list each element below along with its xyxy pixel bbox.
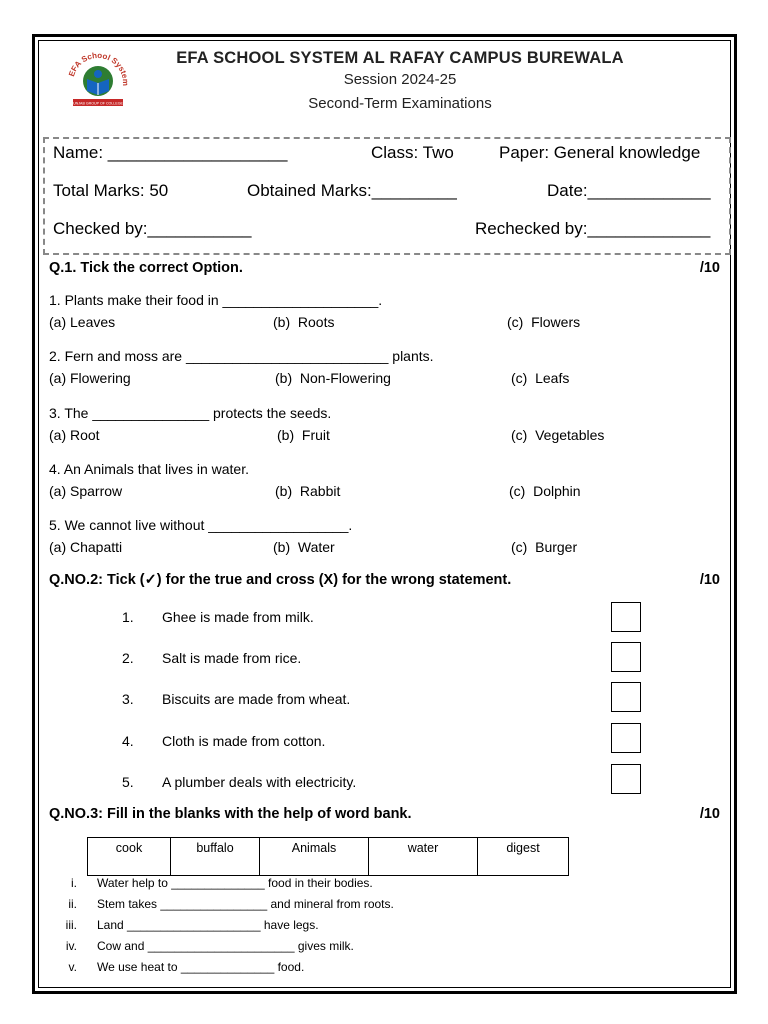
q1-marks: /10: [699, 260, 720, 276]
q1-item-5-option-b: (b) Water: [273, 539, 335, 555]
word-bank-word: cook: [88, 838, 171, 876]
q1-item-5-option-c: (c) Burger: [511, 539, 578, 555]
q2-item-3-statement: Biscuits are made from wheat.: [162, 691, 351, 707]
q3-item-5-number: v.: [68, 960, 77, 974]
exam-paper: [32, 34, 737, 994]
q1-item-3-option-b: (b) Fruit: [277, 427, 330, 443]
q1-title: Q.1. Tick the correct Option.: [49, 260, 243, 276]
q3-item-1-sentence: Water help to ______________ food in their bodies.: [97, 876, 373, 890]
session-line: Session 2024-25: [343, 71, 457, 88]
q1-item-4-question: 4. An Animals that lives in water.: [49, 461, 249, 477]
exam-line: Second-Term Examinations: [308, 95, 492, 112]
q1-item-1-option-c: (c) Flowers: [507, 314, 581, 330]
q2-item-3-number: 3.: [122, 691, 134, 707]
q2-item-1-answer-box[interactable]: [611, 602, 641, 632]
q2-marks: /10: [699, 572, 720, 588]
q3-title: Q.NO.3: Fill in the blanks with the help of word bank.: [49, 806, 412, 822]
q1-item-4-option-b: (b) Rabbit: [275, 483, 341, 499]
q1-item-1-option-b: (b) Roots: [273, 314, 335, 330]
word-bank-table: [87, 837, 569, 876]
student-info-box: [43, 137, 731, 255]
obtained-marks-field: Obtained Marks:_________: [247, 181, 457, 200]
q2-item-5-number: 5.: [122, 774, 134, 790]
q3-item-3-sentence: Land ____________________ have legs.: [97, 918, 319, 932]
q2-item-2-number: 2.: [122, 650, 134, 666]
q2-item-4-statement: Cloth is made from cotton.: [162, 733, 326, 749]
total-marks-field: Total Marks: 50: [53, 181, 169, 200]
q1-item-4-option-a: (a) Sparrow: [49, 483, 123, 499]
word-bank-word: Animals: [260, 838, 369, 876]
class-field: Class: Two: [371, 143, 454, 162]
word-bank-word: water: [369, 838, 478, 876]
q1-item-1-question: 1. Plants make their food in ____________________.: [49, 292, 383, 308]
q3-item-2-sentence: Stem takes ________________ and mineral from roots.: [97, 897, 394, 911]
q2-title: Q.NO.2: Tick (✓) for the true and cross (X) for the wrong statement.: [49, 572, 512, 588]
q2-item-4-answer-box[interactable]: [611, 723, 641, 753]
q2-item-2-answer-box[interactable]: [611, 642, 641, 672]
q1-item-3-option-c: (c) Vegetables: [511, 427, 605, 443]
q2-item-3-answer-box[interactable]: [611, 682, 641, 712]
q2-item-1-statement: Ghee is made from milk.: [162, 609, 314, 625]
q1-item-4-option-c: (c) Dolphin: [509, 483, 581, 499]
q1-item-2-option-c: (c) Leafs: [511, 370, 570, 386]
school-title: EFA SCHOOL SYSTEM AL RAFAY CAMPUS BUREWALA: [176, 49, 624, 67]
q3-item-4-number: iv.: [65, 939, 77, 953]
date-field: Date:_____________: [547, 181, 711, 200]
q1-item-2-option-a: (a) Flowering: [49, 370, 131, 386]
q3-item-1-number: i.: [71, 876, 77, 890]
q3-item-4-sentence: Cow and ______________________ gives milk.: [97, 939, 354, 953]
word-bank-word: buffalo: [171, 838, 260, 876]
q1-item-2-question: 2. Fern and moss are __________________________ plants.: [49, 348, 434, 364]
q3-item-2-number: ii.: [68, 897, 77, 911]
logo-ribbon-text: PUNJAB GROUP OF COLLEGES: [70, 101, 126, 106]
q1-item-3-option-a: (a) Root: [49, 427, 100, 443]
checked-by-field: Checked by:___________: [53, 219, 252, 238]
rechecked-by-field: Rechecked by:_____________: [475, 219, 711, 238]
q2-item-4-number: 4.: [122, 733, 134, 749]
q1-item-3-question: 3. The _______________ protects the seeds.: [49, 405, 332, 421]
q2-item-1-number: 1.: [122, 609, 134, 625]
q3-item-3-number: iii.: [65, 918, 77, 932]
logo-arc-text: EFA School System: [67, 50, 131, 87]
q2-item-5-answer-box[interactable]: [611, 764, 641, 794]
word-bank-word: digest: [478, 838, 569, 876]
q1-item-5-option-a: (a) Chapatti: [49, 539, 123, 555]
q2-item-2-statement: Salt is made from rice.: [162, 650, 302, 666]
q3-item-5-sentence: We use heat to ______________ food.: [97, 960, 305, 974]
q1-item-1-option-a: (a) Leaves: [49, 314, 116, 330]
paper-field: Paper: General knowledge: [499, 143, 701, 162]
q1-item-2-option-b: (b) Non-Flowering: [275, 370, 391, 386]
q2-item-5-statement: A plumber deals with electricity.: [162, 774, 357, 790]
q3-marks: /10: [699, 806, 720, 822]
q1-item-5-question: 5. We cannot live without __________________.: [49, 517, 353, 533]
name-field: Name: ___________________: [53, 143, 288, 162]
school-logo: [65, 47, 131, 113]
